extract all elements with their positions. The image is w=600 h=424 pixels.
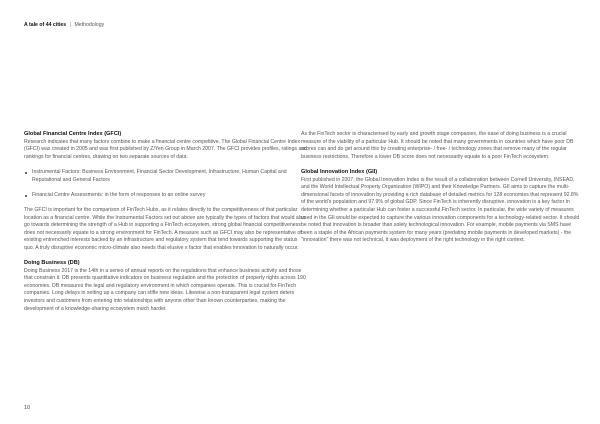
gfci-intro: Research indicates that many factors combine to make a financial centre competitive. The Global Financial Centre Index (GFCI) was created in 2005 and was first published by Z/Yen Group in March 2007. The GFCI provides profiles, ratings and rankings for financial centres, drawing on two separate sources of data: [24, 138, 308, 160]
db-body: Doing Business 2017 is the 14th in a series of annual reports on the regulations that enhance business activity and those that constrain it. DB presents quantitative indicators on business regulation and the protection of property rights across 190 economies. DB measures the legal and regulatory environment in which companies operate. This is crucial for FinTech companies. Long delays in setting up a company can stifle new ideas. Likewise a non-transparent legal system deters investors and customers from entering into relationships with anyone other than known counterparties, making the development of a knowledge-sharing ecosystem much harder. [24, 267, 306, 312]
gii-heading: Global Innovation Index (GII) [301, 168, 378, 175]
gii-body: First published in 2007, the Global Innovation Index is the result of a collaboration between Cornell University, INSEAD, and the World Intellectual Property Organization (WIPO) and their Knowledge Partners. GII aims to capture the multi-dimensional facets of innovation by providing a rich database of detailed metrics for 128 economies that represent 92.8% of the world's population and 97.9% of global GDP. Since FinTech is inherently disruptive, innovation is a key factor in determining whether a particular Hub can foster a successful FinTech sector. In particular, the wide variety of measures used in the GII would be expected to capture the various innovation components for a technology-related sector. It should be noted that innovation is broader than solely technological innovation. For example, mobile payments via SMS have been a staple of the African payments system for many years (predating mobile payments in developed markets) - the "innovation" there was not technical, it was deployment of the right technology in the right context. [301, 176, 580, 244]
running-header [24, 22, 104, 28]
page-number: 10 [24, 405, 30, 411]
gfci-bullet-assessments: Financial Centre Assessments: in the form of responses to an online survey [24, 192, 308, 200]
gfci-body: The GFCI is important for the comparison of FinTech Hubs, as it relates directly to the competitiveness of that particular location as a financial centre. While the Instrumental Factors set out above are typically the types of factors that would also go towards determining the strength of a Hub in supporting a FinTech ecosystem, strong global financial competitiveness does not necessarily equate to a strong environment for FinTech. A measure such as GFCI may also be representative of existing entrenched interests backed by an infrastructure and regulatory system that tend towards supporting the status quo. A truly disruptive economic micro-climate also needs that elusive x factor that enables innovation to naturally occur. [24, 206, 306, 251]
section-name: Methodology [74, 22, 105, 28]
gfci-bullet-instrumental: Instrumental Factors: Business Environment, Financial Sector Development, Infrastructure, Human Capital and Reputational and General Factors [24, 169, 308, 184]
header-separator: | [69, 22, 72, 28]
report-title: A tale of 44 cities [24, 22, 67, 28]
db-heading: Doing Business (DB) [24, 260, 80, 267]
right-column [301, 131, 583, 245]
gfci-heading: Global Financial Centre Index (GFCI) [24, 131, 122, 137]
db-continued: As the FinTech sector is characterised by early and growth stage companies, the ease of doing business is a crucial measure of the viability of a particular Hub. It should be noted that many governments in countries which have poor DB scores can and do get around this by creating enterprise- / free- / technology zones that remove many of the regular business restrictions. Therefore a lower DB score does not necessarily equate to a poor FinTech ecosystem. [301, 131, 574, 160]
left-column [24, 131, 308, 313]
